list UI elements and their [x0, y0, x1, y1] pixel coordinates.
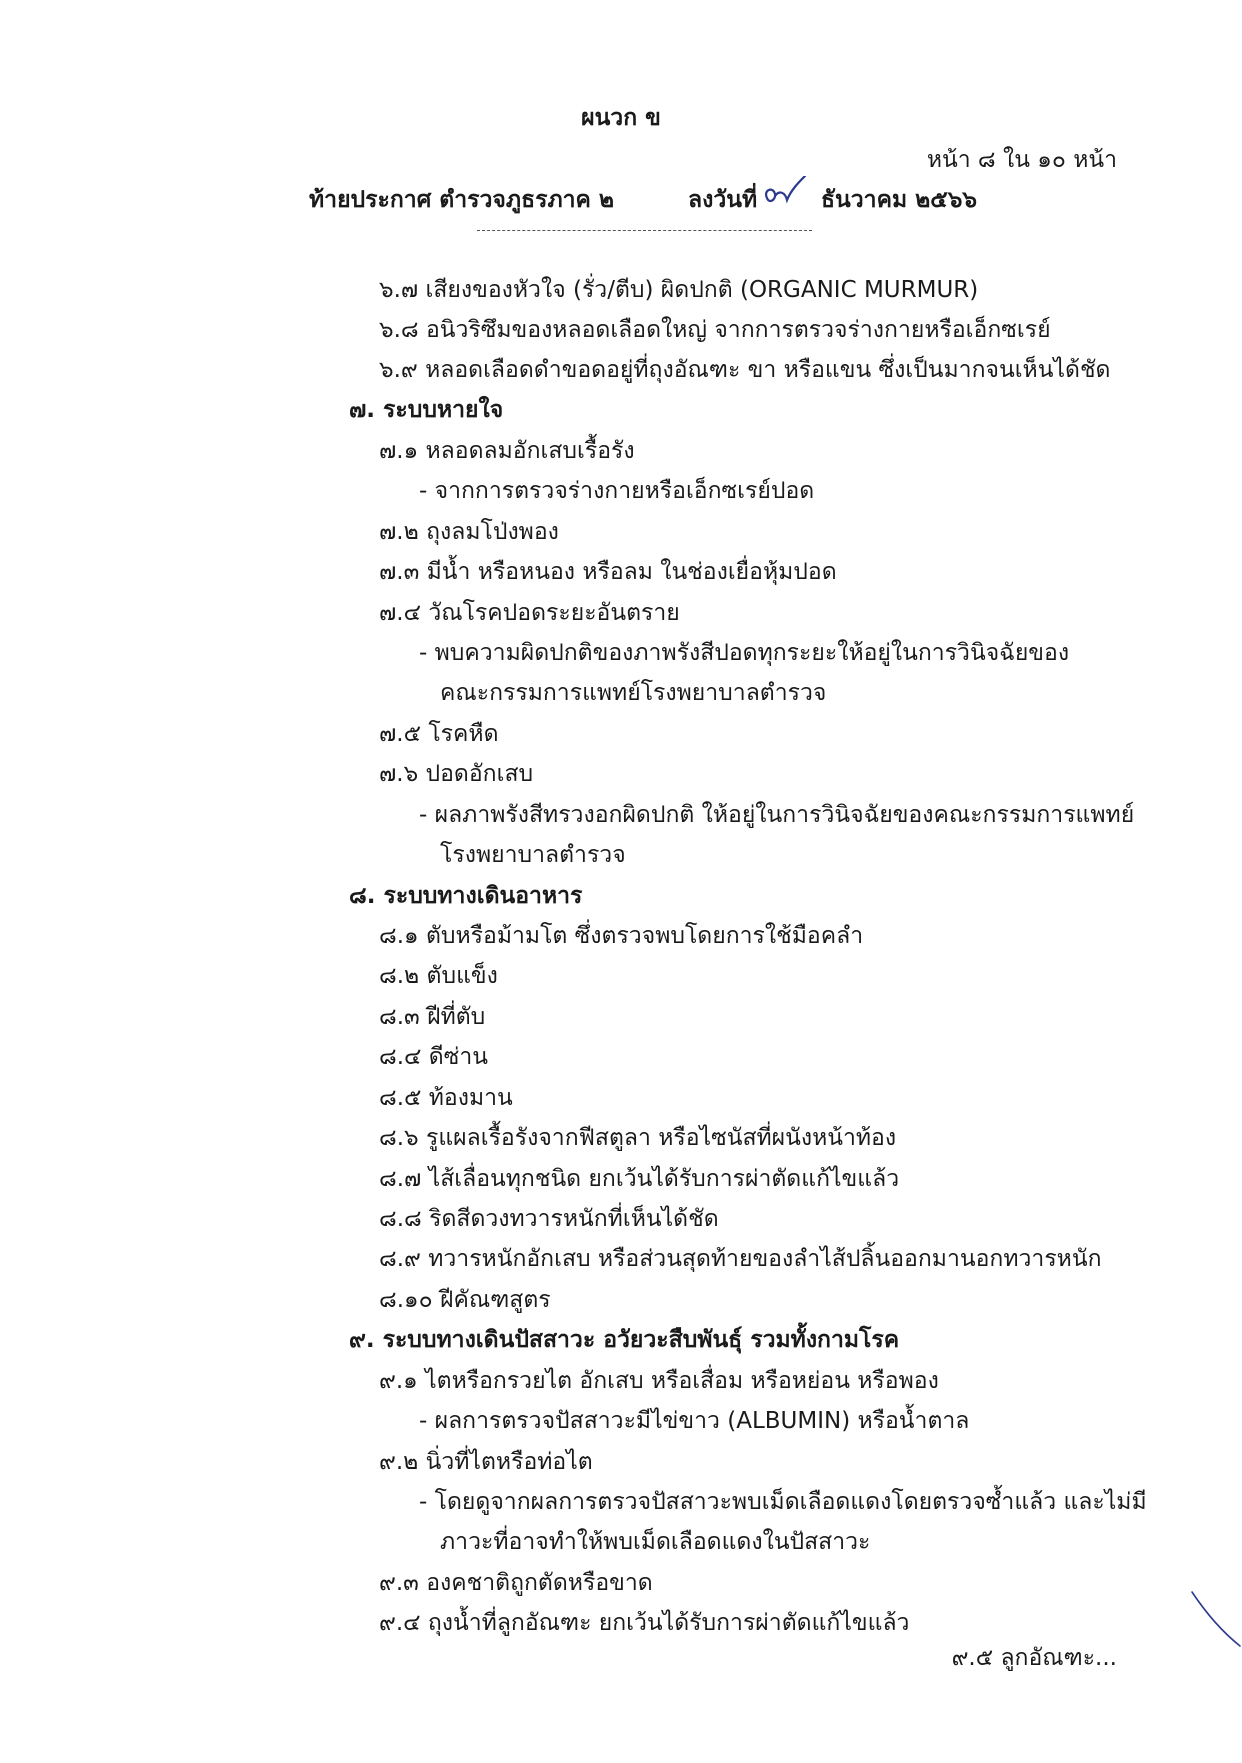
- header-divider: [477, 230, 812, 231]
- list-item: ๖.๘ อนิวริซึมของหลอดเลือดใหญ่ จากการตรวจร่างกายหรือเอ็กซเรย์: [379, 317, 1051, 343]
- list-item: ๗.๖ ปอดอักเสบ: [379, 761, 534, 787]
- list-note-continuation: ภาวะที่อาจทำให้พบเม็ดเลือดแดงในปัสสาวะ: [440, 1529, 871, 1555]
- list-item: ๗.๕ โรคหืด: [379, 721, 499, 747]
- list-note: - พบความผิดปกติของภาพรังสีปอดทุกระยะให้อยู่ในการวินิจฉัยของ: [419, 640, 1070, 666]
- section-heading: ๗. ระบบหายใจ: [349, 397, 504, 423]
- list-item: ๖.๗ เสียงของหัวใจ (รั่ว/ตีบ) ผิดปกติ (ORGANIC MURMUR): [379, 277, 979, 303]
- list-item: ๘.๖ รูแผลเรื้อรังจากฟีสตูลา หรือไซนัสที่ผนังหน้าท้อง: [379, 1125, 897, 1151]
- list-note-continuation: โรงพยาบาลตำรวจ: [440, 842, 626, 868]
- announcement-ref: ท้ายประกาศ ตำรวจภูธรภาค ๒: [309, 187, 615, 213]
- list-item: ๙.๔ ถุงน้ำที่ลูกอัณฑะ ยกเว้นได้รับการผ่าตัดแก้ไขแล้ว: [379, 1610, 910, 1636]
- list-item: ๗.๓ มีน้ำ หรือหนอง หรือลม ในช่องเยื่อหุ้มปอด: [379, 559, 837, 585]
- pen-stroke-mark: [1190, 1590, 1242, 1650]
- list-item: ๘.๒ ตับแข็ง: [379, 963, 498, 989]
- list-note: - ผลการตรวจปัสสาวะมีไข่ขาว (ALBUMIN) หรือน้ำตาล: [419, 1408, 970, 1434]
- list-item: ๘.๔ ดีซ่าน: [379, 1044, 488, 1070]
- list-item: ๗.๒ ถุงลมโป่งพอง: [379, 519, 559, 545]
- list-item: ๘.๙ ทวารหนักอักเสบ หรือส่วนสุดท้ายของลำไส้ปลิ้นออกมานอกทวารหนัก: [379, 1246, 1102, 1272]
- list-item: ๘.๑๐ ฝีคัณฑสูตร: [379, 1287, 551, 1313]
- list-item: ๙.๓ องคชาติถูกตัดหรือขาด: [379, 1570, 653, 1596]
- list-note-continuation: คณะกรรมการแพทย์โรงพยาบาลตำรวจ: [440, 680, 827, 706]
- list-item: ๖.๙ หลอดเลือดดำขอดอยู่ที่ถุงอัณฑะ ขา หรือแขน ซึ่งเป็นมากจนเห็นได้ชัด: [379, 357, 1111, 383]
- list-item: ๙.๒ นิ่วที่ไตหรือท่อไต: [379, 1449, 593, 1475]
- list-item: ๘.๕ ท้องมาน: [379, 1085, 513, 1111]
- section-heading: ๘. ระบบทางเดินอาหาร: [349, 883, 583, 909]
- handwritten-day-mark: [761, 176, 813, 214]
- page-number: หน้า ๘ ใน ๑๐ หน้า: [926, 147, 1117, 173]
- list-item: ๗.๔ วัณโรคปอดระยะอันตราย: [379, 600, 680, 626]
- document-title: ผนวก ข: [581, 105, 661, 131]
- section-heading: ๙. ระบบทางเดินปัสสาวะ อวัยวะสืบพันธุ์ รวมทั้งกามโรค: [349, 1327, 900, 1353]
- list-note: - ผลภาพรังสีทรวงอกผิดปกติ ให้อยู่ในการวินิจฉัยของคณะกรรมการแพทย์: [419, 802, 1135, 828]
- list-item: ๘.๘ ริดสีดวงทวารหนักที่เห็นได้ชัด: [379, 1206, 719, 1232]
- continuation-marker: ๙.๕ ลูกอัณฑะ...: [951, 1645, 1117, 1671]
- list-item: ๙.๑ ไตหรือกรวยไต อักเสบ หรือเสื่อม หรือหย่อน หรือพอง: [379, 1368, 939, 1394]
- list-item: ๘.๑ ตับหรือม้ามโต ซึ่งตรวจพบโดยการใช้มือคลำ: [379, 923, 864, 949]
- list-note: - จากการตรวจร่างกายหรือเอ็กซเรย์ปอด: [419, 478, 815, 504]
- list-item: ๘.๗ ไส้เลื่อนทุกชนิด ยกเว้นได้รับการผ่าตัดแก้ไขแล้ว: [379, 1166, 900, 1192]
- list-item: ๘.๓ ฝีที่ตับ: [379, 1004, 486, 1030]
- list-item: ๗.๑ หลอดลมอักเสบเรื้อรัง: [379, 438, 635, 464]
- list-note: - โดยดูจากผลการตรวจปัสสาวะพบเม็ดเลือดแดงโดยตรวจซ้ำแล้ว และไม่มี: [419, 1489, 1147, 1515]
- date-suffix: ธันวาคม ๒๕๖๖: [821, 187, 977, 213]
- date-prefix: ลงวันที่: [688, 187, 758, 213]
